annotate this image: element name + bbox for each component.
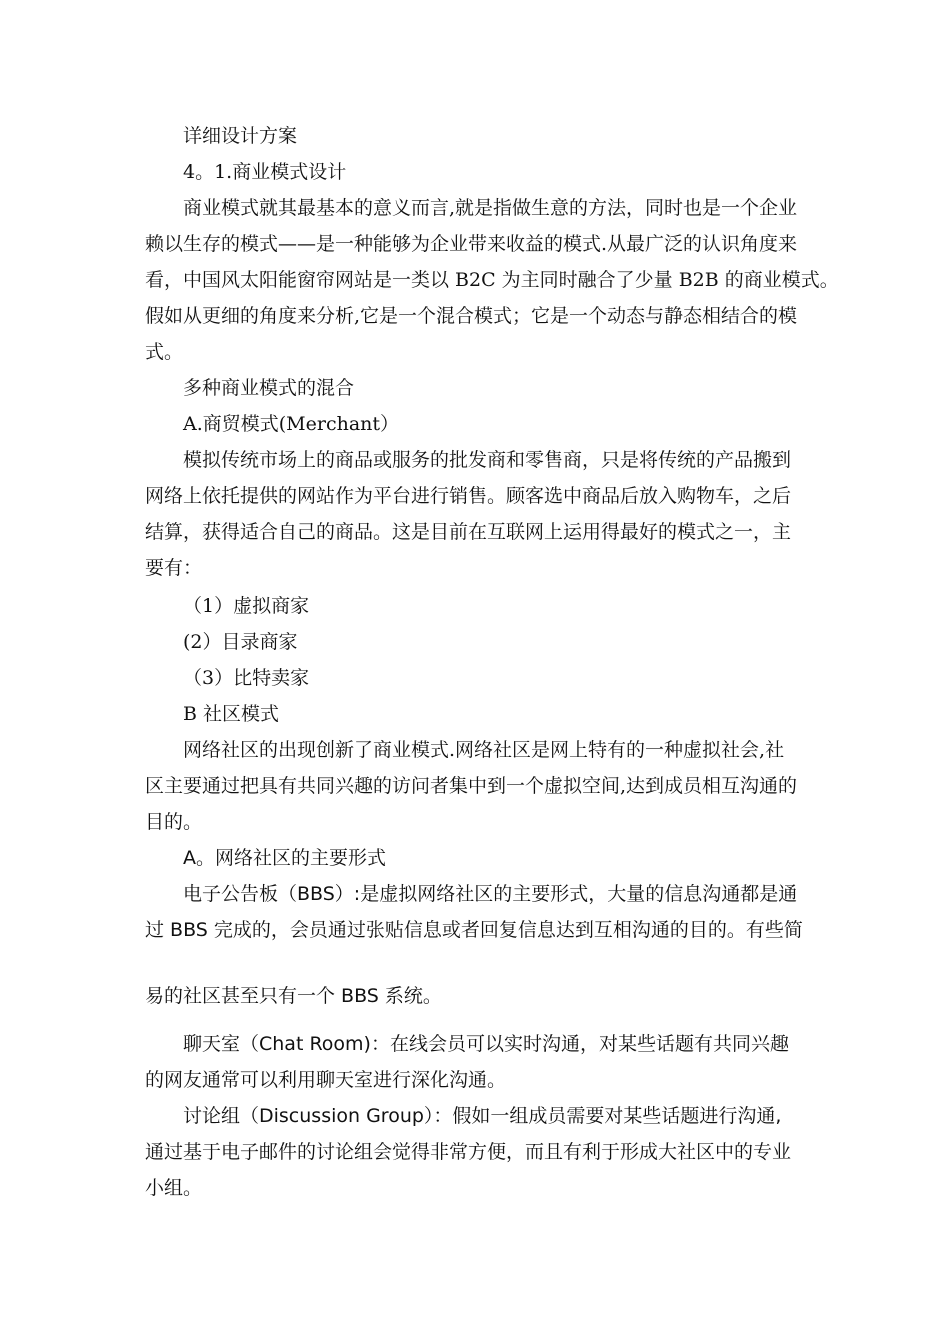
merchant-type-3: （3）比特卖家: [183, 667, 310, 689]
merchant-type-1: （1）虚拟商家: [183, 595, 310, 617]
section-title: 4。1.商业模式设计: [183, 161, 347, 183]
merchant-title: A.商贸模式(Merchant）: [183, 413, 400, 435]
mix-title: 多种商业模式的混合: [183, 377, 355, 399]
intro-line-4: 假如从更细的角度来分析,它是一个混合模式；它是一个动态与静态相结合的模: [145, 305, 798, 327]
bbs-line-3: 易的社区甚至只有一个 BBS 系统。: [145, 985, 442, 1007]
chat-line-1: 聊天室（Chat Room)：在线会员可以实时沟通，对某些话题有共同兴趣: [183, 1033, 789, 1055]
merchant-line-2: 网络上依托提供的网站作为平台进行销售。顾客选中商品后放入购物车，之后: [145, 485, 792, 507]
discussion-line-3: 小组。: [145, 1177, 203, 1199]
community-line-3: 目的。: [145, 811, 203, 833]
merchant-line-4: 要有：: [145, 557, 203, 579]
merchant-line-3: 结算，获得适合自己的商品。这是目前在互联网上运用得最好的模式之一，主: [145, 521, 792, 543]
intro-line-1: 商业模式就其最基本的意义而言,就是指做生意的方法，同时也是一个企业: [183, 197, 798, 219]
intro-line-3: 看，中国风太阳能窗帘网站是一类以 B2C 为主同时融合了少量 B2B 的商业模式。: [145, 269, 839, 291]
intro-line-5: 式。: [145, 341, 184, 363]
document-heading: 详细设计方案: [183, 125, 298, 147]
community-line-1: 网络社区的出现创新了商业模式.网络社区是网上特有的一种虚拟社会,社: [183, 739, 785, 761]
chat-line-2: 的网友通常可以利用聊天室进行深化沟通。: [145, 1069, 507, 1091]
forms-title: A。网络社区的主要形式: [183, 847, 386, 869]
merchant-line-1: 模拟传统市场上的商品或服务的批发商和零售商，只是将传统的产品搬到: [183, 449, 792, 471]
bbs-line-1: 电子公告板（BBS）:是虚拟网络社区的主要形式，大量的信息沟通都是通: [183, 883, 798, 905]
discussion-line-2: 通过基于电子邮件的讨论组会觉得非常方便，而且有利于形成大社区中的专业: [145, 1141, 792, 1163]
discussion-line-1: 讨论组（Discussion Group）：假如一组成员需要对某些话题进行沟通,: [183, 1105, 782, 1127]
bbs-line-2: 过 BBS 完成的，会员通过张贴信息或者回复信息达到互相沟通的目的。有些简: [145, 919, 803, 941]
merchant-type-2: (2）目录商家: [183, 631, 298, 653]
community-title: B 社区模式: [183, 703, 280, 725]
community-line-2: 区主要通过把具有共同兴趣的访问者集中到一个虚拟空间,达到成员相互沟通的: [145, 775, 798, 797]
intro-line-2: 赖以生存的模式——是一种能够为企业带来收益的模式.从最广泛的认识角度来: [145, 233, 798, 255]
